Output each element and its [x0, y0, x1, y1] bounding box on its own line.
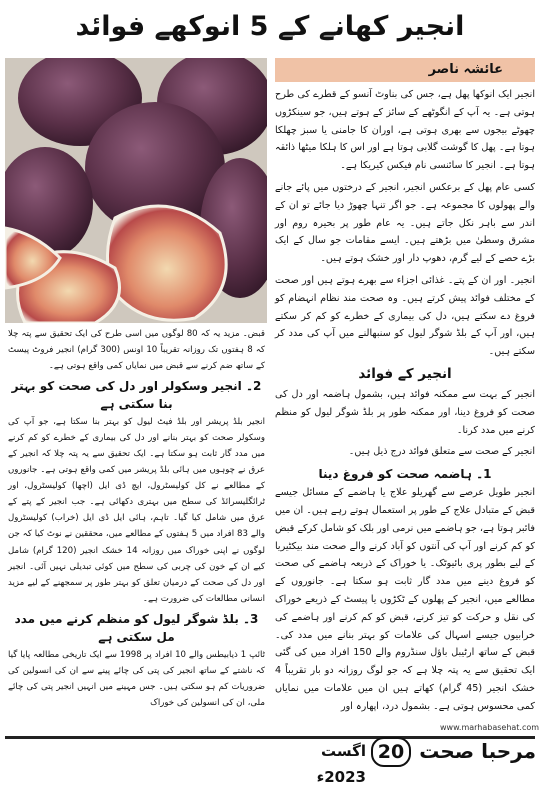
magazine-logo: مرحبا صحت: [419, 739, 536, 763]
paragraph: انجیر کے صحت سے متعلق فوائد درج ذیل ہیں۔: [348, 446, 535, 458]
website-url: www.marhabasehat.com: [440, 723, 540, 732]
section-heading: 1۔ ہاضمہ صحت کو فروغ دینا: [318, 467, 492, 482]
paragraph: انجیر طویل عرصے سے گھریلو علاج یا ہاضمے کے مسائل جیسے قبض کے متبادل علاج کے طور پر استعمال ہوتے رہے ہیں۔ ان میں فائبر ہوتا ہے، جو ہاضمے میں نرمی اور بلک کو شامل کرکے قبض کو کم کرنے اور آپ کی آنتوں کو آباد کرنے والے صحت مند بیکٹیریا کے لیے بطور پری بائیوٹک۔ یا خوراک کے ذریعہ ہاضمے کی صحت کو فروغ دینے میں مدد گار ثابت ہو سکتا ہے۔ جانوروں کے مطالعے میں، انجیر کے پھلوں کے ٹکڑوں یا پیسٹ کے ذریعے خوراک کی نقل و حرکت کو تیز کرنے، قبض کو کم کرنے اور ہاضمے کی خرابیوں جیسے اسہال کی علامات کو بہتر بنانے میں مدد کی۔ قبض کے ساتھ ارٹیبل باؤل سنڈروم والے 150 افراد میں کی گئی ایک تحقیق سے یہ پتہ چلا ہے کہ جو لوگ روزانہ دو بار تقریباً 4 خشک انجیر (45 گرام) کھاتے ہیں ان میں علامات میں نمایاں کمی محسوس ہوتی ہے۔ بشمول درد، اپھارہ اور: [275, 487, 535, 712]
paragraph: انجیر۔ اور ان کے پتے۔ غذائی اجزاء سے بھرے ہوتے ہیں اور صحت کے مختلف فوائد پیش کرتے ہیں۔ وہ صحت مند نظام انہضام کو فروغ دے سکتے ہیں، دل کی بیماری کے خطرے کو کم کر سکتے ہیں، اور آپ کے بلڈ شوگر لیول کو سنبھالنے میں آپ کی مدد کر سکتے ہیں۔: [275, 274, 535, 358]
right-column: [275, 86, 535, 720]
figs-photo: [5, 58, 267, 323]
left-column: [8, 326, 265, 714]
paragraph: قبض۔ مزید یہ کہ 80 لوگوں میں اسی طرح کی ایک تحقیق سے پتہ چلا کہ 8 ہفتوں تک روزانہ تقریباً 10 اونس (300 گرام) انجیر فروٹ پیسٹ کے ساتھ ضم کرنے سے قبض میں نمایاں کمی واقع ہوتی ہے۔: [8, 329, 265, 372]
article-title: انجیر کھانے کے 5 انوکھے فوائد: [75, 11, 465, 42]
paragraph: کسی عام پھل کے برعکس انجیر، انجیر کے درختوں میں پائے جانے والے پھولوں کا مجموعہ ہے۔ جو اگر تنہا چھوڑ دیا جائے تو ان کے اندر سے باہر نکل جاتے ہیں۔ یہ عام طور پر بحیرہ روم اور مشرق وسطیٰ میں بڑھتے ہیں۔ ایسے مقامات جو سال کے ایک بڑے حصے کے لیے گرم، دھوپ دار اور خشک ہوتے ہیں۔: [275, 181, 535, 265]
page-number: 20: [371, 737, 411, 767]
paragraph: انجیر کے بہت سے ممکنہ فوائد ہیں، بشمول ہاضمہ اور دل کی صحت کو فروغ دینا، اور ممکنہ طور پر بلڈ شوگر لیول کو منظم کرنے میں مدد کرنا۔: [275, 388, 535, 436]
paragraph: انجیر بلڈ پریشر اور بلڈ فیٹ لیول کو بہتر بنا سکتا ہے، جو آپ کی وسکولر صحت کو بہتر بنانے اور دل کی بیماری کے خطرے کو کم کرنے میں مدد گار ثابت ہو سکتا ہے۔ ایک تحقیق سے یہ پتہ چلا کہ انجیر کے عرق نے چوہوں میں ہائی بلڈ پریشر میں کمی واقع ہوتی ہے۔ جانوروں کے مطالعے نے کل کولیسٹرول، ایچ ڈی ایل (اچھا) کولیسٹرول، اور ٹرائگلیسرائڈ کی سطح میں بہتری دکھائی ہے۔ جب انجیر کے پتے کے عرق میں شامل کیا گیا۔ تاہم، ہائی ایل ڈی ایل (خراب) کولیسٹرول والے 83 افراد میں 5 ہفتوں کے مطالعے میں، محققین نے نوٹ کیا کہ جن لوگوں نے اپنی خوراک میں روزانہ 14 خشک انجیر (120 گرام) شامل کیے ان کے خون کی چربی کی سطح میں کوئی تبدیلی نہیں آئی۔ انجیر اور دل کی صحت کے درمیان تعلق کو بہتر طور پر سمجھنے کے لیے مزید انسانی مطالعات کی ضرورت ہے۔: [8, 417, 265, 604]
author-bar: [275, 58, 535, 82]
benefits-heading: انجیر کے فوائد: [358, 365, 452, 382]
paragraph: ٹائپ 1 ذیابیطس والے 10 افراد پر 1998 سے ایک تاریخی مطالعہ پایا گیا کہ ناشتے کے ساتھ انجیر کی پتی کی چائے پینے سے ان کی انسولین کی ضروریات کم ہو سکتی ہیں۔ جس مہینے میں انہیں انجیر پتی کی چائے ملی، ان کی انسولین کی خوراک: [8, 649, 266, 708]
section-heading: 3۔ بلڈ شوگر لیول کو منظم کرنے میں مدد مل سکتی ہے: [14, 611, 259, 644]
figs-illustration: [5, 58, 267, 323]
paragraph: انجیر ایک انوکھا پھل ہے، جس کی بناوٹ آنسو کے قطرے کی طرح ہوتی ہے۔ یہ آپ کے انگوٹھے کے سائز کے ہوتے ہیں، جو سینکڑوں چھوٹے بیجوں سے بھری ہوتی ہے، اوران کا جامنی یا سبز چھلکا ہوتا ہے۔ پھل کا گوشت گلابی ہوتا ہے اور اس کا ہلکا میٹھا ذائقہ ہوتا ہے۔ انجیر کا سائنسی نام فیکس کیریکا ہے۔: [275, 89, 535, 172]
headline-bar: [0, 0, 540, 54]
author-name: عائشہ ناصر: [428, 62, 503, 77]
issue-date: اگست 2023ء: [316, 742, 366, 786]
section-heading: 2۔ انجیر وسکولر اور دل کی صحت کو بہتر بنا سکتی ہے: [11, 379, 262, 412]
